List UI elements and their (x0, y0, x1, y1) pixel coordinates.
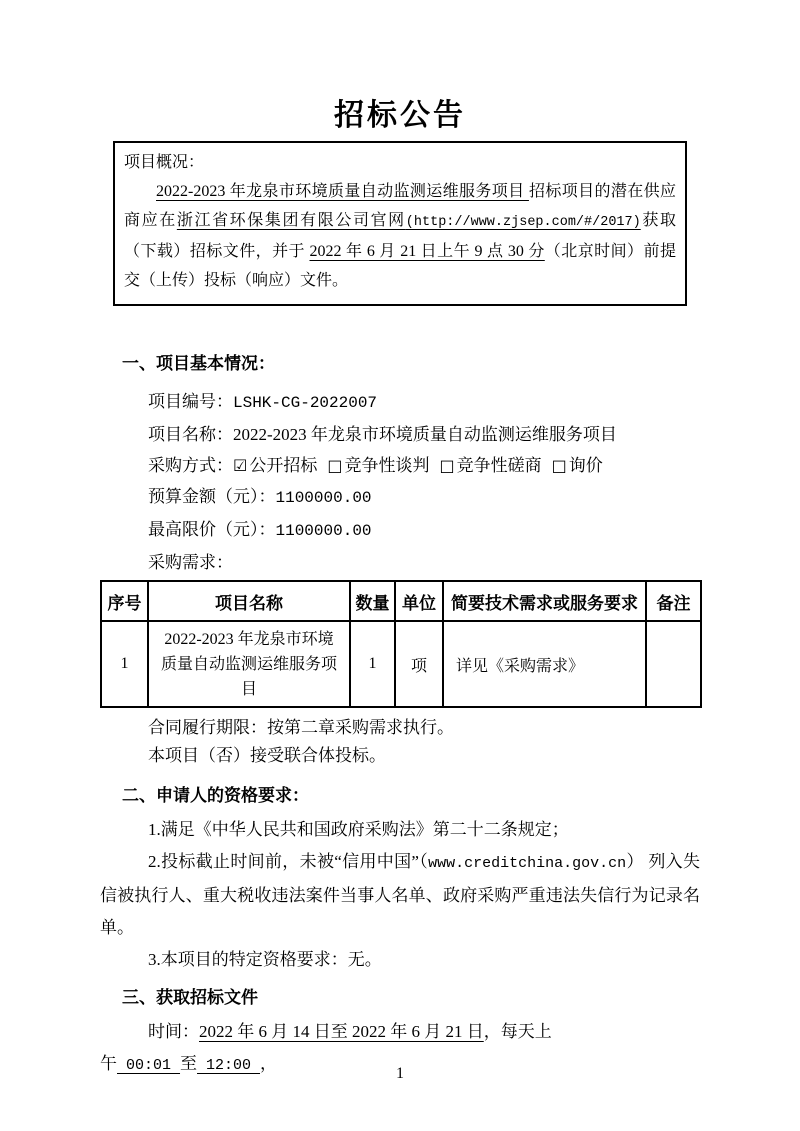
overview-text-3: （北京时间）前提交（上传）投标（响应）文件。 (124, 243, 676, 289)
field-procurement-requirements-label (148, 547, 700, 578)
col-header-project-name: 项目名称 (148, 581, 350, 621)
checkbox-unchecked-icon: □ (327, 456, 343, 475)
section-3-heading: 三、获取招标文件 (122, 988, 258, 1007)
col-header-requirement: 简要技术需求或服务要求 (443, 581, 646, 621)
requirements-table (100, 580, 702, 708)
field-value: LSHK-CG-2022007 (233, 394, 378, 412)
document-title: 招标公告 (334, 99, 466, 132)
section-1-heading: 一、项目基本情况： (122, 354, 275, 373)
time-separator: ， (260, 1054, 278, 1073)
qualification-item-2-text: ） 列入失信被执行人、重大税收违法案件当事人名单、政府采购严重违法失信行为记录名单。 (100, 852, 701, 937)
checkbox-option-public-bidding[interactable] (233, 456, 317, 475)
qualification-item-2 (100, 846, 700, 944)
page-number: 1 (396, 1065, 404, 1082)
field-label: 采购需求： (148, 553, 233, 572)
field-project-number (148, 386, 700, 419)
cell-project-name: 2022-2023 年龙泉市环境质量自动监测运维服务项目 (148, 621, 350, 707)
checkbox-option-competitive-negotiation[interactable] (327, 456, 429, 475)
deadline-underline: 2022 年 6 月 21 日上午 9 点 30 分 (309, 243, 545, 260)
overview-text-2: 获取（下载）招标文件，并于 (124, 212, 676, 260)
site-link (177, 212, 641, 229)
col-header-remark: 备注 (646, 581, 701, 621)
creditchina-url-link[interactable]: www.creditchina.gov.cn (428, 855, 627, 872)
col-header-unit: 单位 (395, 581, 443, 621)
cell-remark (646, 621, 701, 707)
time-separator: 至 (180, 1054, 198, 1073)
project-fields (148, 386, 700, 578)
time-label: 时间： (148, 1022, 199, 1041)
section-2-heading: 二、申请人的资格要求： (122, 786, 309, 805)
cell-seq: 1 (101, 621, 148, 707)
option-label: 公开招标 (249, 456, 318, 475)
field-value: 2022-2023 年龙泉市环境质量自动监测运维服务项目 (233, 425, 617, 444)
table-header-row (101, 581, 701, 621)
cell-requirement: 详见《采购需求》 (443, 621, 646, 707)
time-end-underline: 12:00 (197, 1057, 261, 1074)
cell-quantity: 1 (350, 621, 395, 707)
field-max-price (148, 514, 700, 547)
contract-period-line: 合同履行期限：按第二章采购需求执行。 (148, 718, 454, 737)
checkbox-option-competitive-consultation[interactable] (439, 456, 541, 475)
qualification-item-2-text: 2.投标截止时间前，未被“信用中国”（ (148, 852, 429, 871)
table-row (101, 621, 701, 707)
field-value: 1100000.00 (275, 489, 372, 507)
col-header-quantity: 数量 (350, 581, 395, 621)
time-start-underline: 00:01 (117, 1057, 181, 1074)
option-label: 竞争性磋商 (456, 456, 542, 475)
field-label: 项目名称： (148, 425, 233, 444)
site-name: 浙江省环保集团有限公司官网 (176, 212, 406, 229)
field-label: 最高限价（元）： (148, 520, 276, 539)
field-budget-amount (148, 481, 700, 514)
qualification-item-1: 1.满足《中华人民共和国政府采购法》第二十二条规定； (148, 820, 569, 839)
field-label: 采购方式： (148, 456, 233, 475)
time-separator: ，每天上午 (100, 1022, 552, 1073)
checkbox-option-inquiry[interactable] (552, 456, 603, 475)
checkbox-unchecked-icon: □ (439, 456, 455, 475)
option-label: 竞争性谈判 (344, 456, 430, 475)
checkbox-unchecked-icon: □ (551, 456, 567, 475)
col-header-seq: 序号 (101, 581, 148, 621)
field-value: 1100000.00 (275, 522, 372, 540)
overview-box (113, 141, 687, 306)
field-project-name (148, 419, 700, 450)
checkbox-checked-icon: ☑ (233, 456, 248, 475)
project-name-underline: 2022-2023 年龙泉市环境质量自动监测运维服务项目 (156, 183, 529, 200)
overview-paragraph (124, 177, 676, 295)
overview-label: 项目概况： (124, 154, 205, 171)
qualification-item-3: 3.本项目的特定资格要求：无。 (148, 950, 382, 969)
field-label: 预算金额（元）： (148, 487, 276, 506)
consortium-line: 本项目（否）接受联合体投标。 (148, 746, 386, 765)
overview-text-1: 招标项目的潜在供应商应在 (124, 183, 676, 229)
cell-unit: 项 (395, 621, 443, 707)
site-url-link[interactable]: (http://www.zjsep.com/#/2017) (405, 215, 641, 230)
field-procurement-method (148, 450, 700, 481)
date-range-underline: 2022 年 6 月 14 日至 2022 年 6 月 21 日 (199, 1022, 484, 1041)
field-label: 项目编号： (148, 392, 233, 411)
option-label: 询价 (568, 456, 603, 475)
